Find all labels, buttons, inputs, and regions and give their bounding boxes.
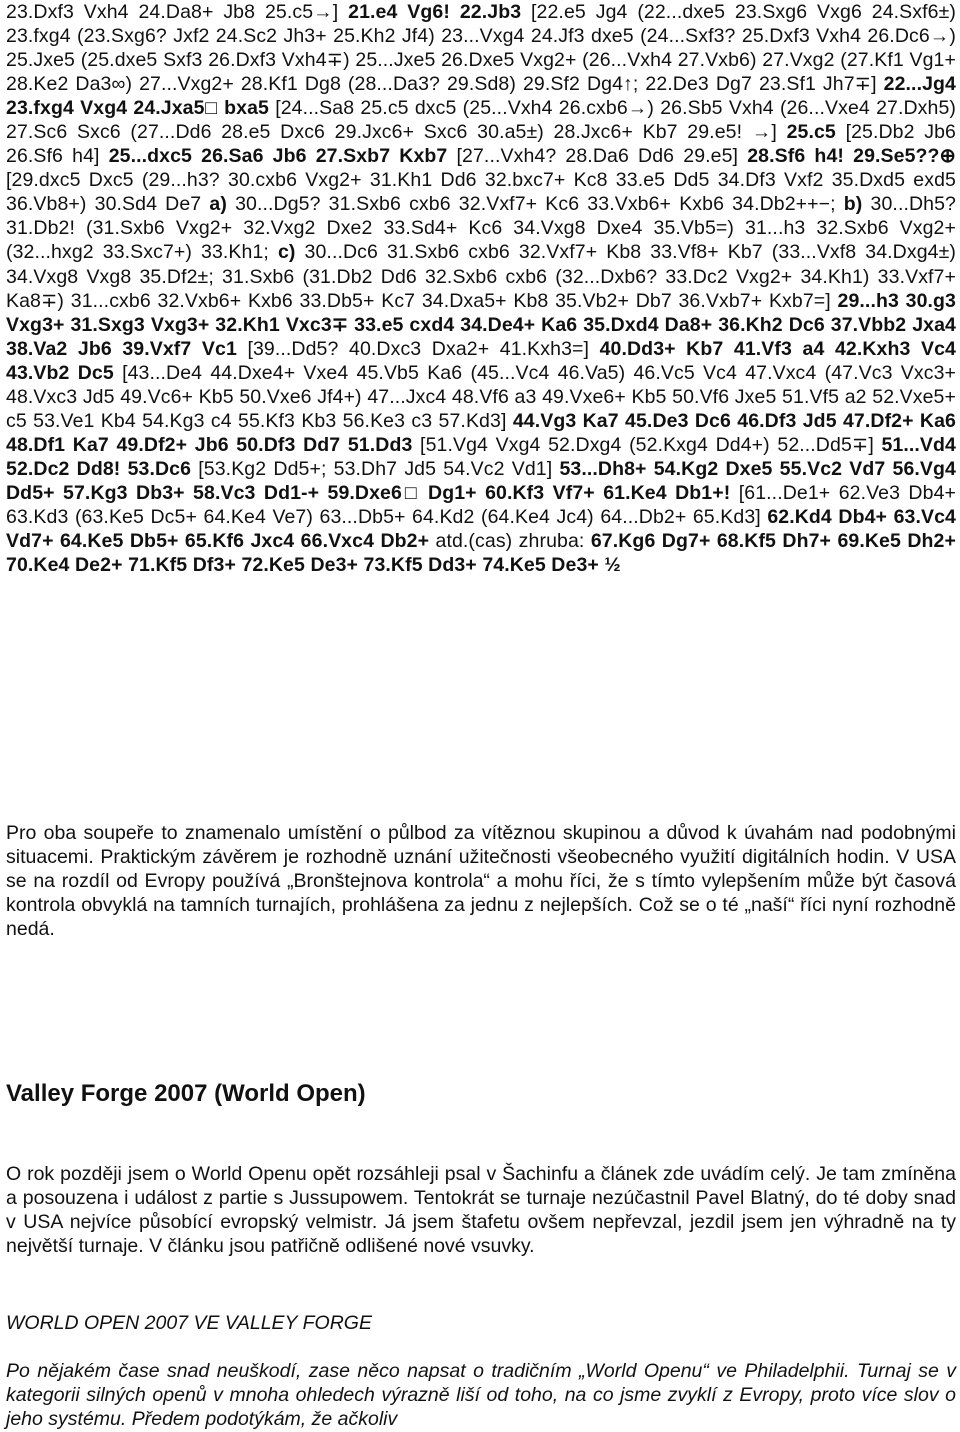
main-line-moves: 40.Dd3+ Kb7 41.Vf3 a4 42.Kxh3 Vc4 43.Vb2 Dc5 <box>6 337 956 384</box>
variation-moves: [53.Kg2 Dd5+; 53.Dh7 Jd5 54.Vc2 Vd1] <box>191 457 560 480</box>
document-page <box>6 0 957 1431</box>
main-line-moves: 25.c5 <box>786 121 836 144</box>
variation-moves: [43...De4 44.Dxe4+ Vxe4 45.Vb5 Ka6 (45...Vc4 46.Va5) 46.Vc5 Vc4 47.Vxc4 (47.Vc3 Vxc3+ 48.Vxc3 Jd5 49.Vc6+ Kb5 50.Vxe6 Jf4+) 47...Jxc4 48.Vf6 a3 49.Vxe6+ Kb5 50.Vf6 Jxe5 51.Vf5 a2 52.Vxe5+ c5 53.Ve1 Kb4 54.Kg3 c4 55.Kf3 Kb3 56.Ke3 c3 57.Kd3] <box>6 361 957 432</box>
variation-moves: 30...Dh5? 31.Db2! (31.Sxb6 Vxg2+ 32.Vxg2 Dxe2 33.Sd4+ Kc6 34.Vxg8 Dxe4 35.Vb5=) 31...h3 32.Sxb6 Vxg2+ (32...hxg2 33.Sxc7+) 33.Kh1; <box>6 193 956 264</box>
variation-moves: [27...Vxh4? 28.Da6 Dd6 29.e5] <box>447 145 748 168</box>
variation-moves: [25.Db2 Jb6 26.Sf6 h4] <box>6 121 956 168</box>
article-heading: WORLD OPEN 2007 VE VALLEY FORGE <box>6 1312 372 1334</box>
main-line-moves: 53...Dh8+ 54.Kg2 Dxe5 55.Vc2 Vd7 56.Vg4 Dd5+ 57.Kg3 Db3+ 58.Vc3 Dd1-+ 59.Dxe6□ Dg1+ 60.Kf3 Vf7+ 61.Ke4 Db1+! <box>6 457 956 504</box>
commentary-paragraph: Pro oba soupeře to znamenalo umístění o půlbod za vítěznou skupinou a důvod k úvahám nad podobnými situacemi. Praktickým závěrem je rozhodně uznání užitečnosti všeobecného využití digitálních hodin. V USA se na rozdíl od Evropy používá „Bronštejnova kontrola“ a mohu říci, že s tímto vylepšením může být časová kontrola obvyklá na tamních turnajích, prohlášena za jednu z nejlepších. Což se o té „naší“ říci nyní rozhodně nedá. <box>6 822 956 941</box>
article-paragraph: Po nějakém čase snad neuškodí, zase něco napsat o tradičním „World Openu“ ve Philadelphii. Turnaj se v kategorii silných openů v mnoha ohledech výrazně liší od toho, na co jsme zvyklí z Evropy, proto více slov o jeho systému. Předem podotýkám, že ačkoliv <box>6 1360 956 1431</box>
main-line-moves: 62.Kd4 Db4+ 63.Vc4 Vd7+ 64.Ke5 Db5+ 65.Kf6 Jxc4 66.Vxc4 Db2+ <box>6 505 956 553</box>
variation-moves: [29.dxc5 Dxc5 (29...h3? 30.cxb6 Vxg2+ 31.Kh1 Dd6 32.bxc7+ Kc8 33.e5 Dd5 34.Df3 Vxf2 35.Dxd5 exd5 36.Vb8+) 30.Sd4 De7 <box>6 169 956 216</box>
variation-moves: 30...Dg5? 31.Sxb6 cxb6 32.Vxf7+ Kc6 33.Vxb6+ Kxb6 34.Db2++−; <box>226 193 844 216</box>
main-line-moves: 28.Sf6 h4! 29.Se5??⊕ <box>747 145 956 168</box>
main-line-moves: 21.e4 Vg6! 22.Jb3 <box>348 1 522 23</box>
main-line-moves: 29...h3 30.g3 Vxg3+ 31.Sxg3 Vxg3+ 32.Kh1 Vxc3∓ 33.e5 cxd4 34.De4+ Ka6 35.Dxd4 Da8+ 36.Kh2 Dc6 37.Vbb2 Jxa4 38.Va2 Jb6 39.Vxf7 Vc1 <box>6 289 956 360</box>
variation-moves: atd.(cas) zhruba: <box>429 530 591 553</box>
main-line-moves: 51...Vd4 52.Dc2 Dd8! 53.Dc6 <box>6 433 956 480</box>
variation-moves: [39...Dd5? 40.Dxc3 Dxa2+ 41.Kxh3=] <box>236 337 600 360</box>
main-line-moves: b) <box>843 193 863 216</box>
section-title: Valley Forge 2007 (World Open) <box>6 1080 366 1107</box>
variation-moves: 23.Dxf3 Vxh4 24.Da8+ Jb8 25.c5→] <box>6 1 349 23</box>
variation-moves: [24...Sa8 25.c5 dxc5 (25...Vxh4 26.cxb6→) 26.Sb5 Vxh4 (26...Vxe4 27.Dxh5) 27.Sc6 Sxc6 (27...Dd6 28.e5 Dxc6 29.Jxc6+ Sxc6 30.a5±) 28.Jxc6+ Kb7 29.e5! →] <box>6 97 956 144</box>
game-moves-text <box>6 0 956 577</box>
main-line-moves: 22...Jg4 23.fxg4 Vxg4 24.Jxa5□ bxa5 <box>6 73 956 120</box>
main-line-moves: c) <box>277 241 296 264</box>
variation-moves: [61...De1+ 62.Ve3 Db4+ 63.Kd3 (63.Ke5 Dc5+ 64.Ke4 Ve7) 63...Db5+ 64.Kd2 (64.Ke4 Jc4) 64...Db2+ 65.Kd3] <box>6 481 956 528</box>
main-line-moves: 67.Kg6 Dg7+ 68.Kf5 Dh7+ 69.Ke5 Dh2+ 70.Ke4 De2+ 71.Kf5 Df3+ 72.Ke5 De3+ 73.Kf5 Dd3+ 74.Ke5 De3+ ½ <box>6 530 956 577</box>
main-line-moves: 25...dxc5 26.Sa6 Jb6 27.Sxb7 Kxb7 <box>108 145 448 168</box>
variation-moves: [22.e5 Jg4 (22...dxe5 23.Sxg6 Vxg6 24.Sxf6±) 23.fxg4 (23.Sxg6? Jxf2 24.Sc2 Jh3+ 25.Kh2 Jf4) 23...Vxg4 24.Jf3 dxe5 (24...Sxf3? 25.Dxf3 Vxh4 26.Dc6→) 25.Jxe5 (25.dxe5 Sxf3 26.Dxf3 Vxh4∓) 25...Jxe5 26.Dxe5 Vxg2+ (26...Vxh4 27.Vxb6) 27.Vxg2 (27.Kf1 Vg1+ 28.Ke2 Da3∞) 27...Vxg2+ 28.Kf1 Dg8 (28...Da3? 29.Sd8) 29.Sf2 Dg4↑; 22.De3 Dg7 23.Sf1 Jh7∓] <box>6 1 956 96</box>
main-line-moves: a) <box>209 193 227 216</box>
main-line-moves: 44.Vg3 Ka7 45.De3 Dc6 46.Df3 Jd5 47.Df2+ Ka6 48.Df1 Ka7 49.Df2+ Jb6 50.Df3 Dd7 51.Dd3 <box>6 409 957 456</box>
intro-paragraph: O rok později jsem o World Openu opět rozsáhleji psal v Šachinfu a článek zde uvádím celý. Je tam zmíněna a posouzena i událost z partie s Jussupowem. Tentokrát se turnaje nezúčastnil Pavel Blatný, do té doby snad v USA nejvíce působící evropský velmistr. Já jsem štafetu ovšem nepřevzal, jezdil jsem jen výhradně na ty největší turnaje. V článku jsou patřičně odlišené nové vsuvky. <box>6 1163 956 1258</box>
variation-moves: 30...Dc6 31.Sxb6 cxb6 32.Vxf7+ Kb8 33.Vf8+ Kb7 (33...Vxf8 34.Dxg4±) 34.Vxg8 Vxg8 35.Df2±; 31.Sxb6 (31.Db2 Dd6 32.Sxb6 cxb6 (32...Dxb6? 33.Dc2 Vxg2+ 34.Kh1) 33.Vxf7+ Ka8∓) 31...cxb6 32.Vxb6+ Kxb6 33.Db5+ Kc7 34.Dxa5+ Kb8 35.Vb2+ Db7 36.Vxb7+ Kxb7=] <box>6 241 956 312</box>
variation-moves: [51.Vg4 Vxg4 52.Dxg4 (52.Kxg4 Dd4+) 52...Dd5∓] <box>412 433 882 456</box>
